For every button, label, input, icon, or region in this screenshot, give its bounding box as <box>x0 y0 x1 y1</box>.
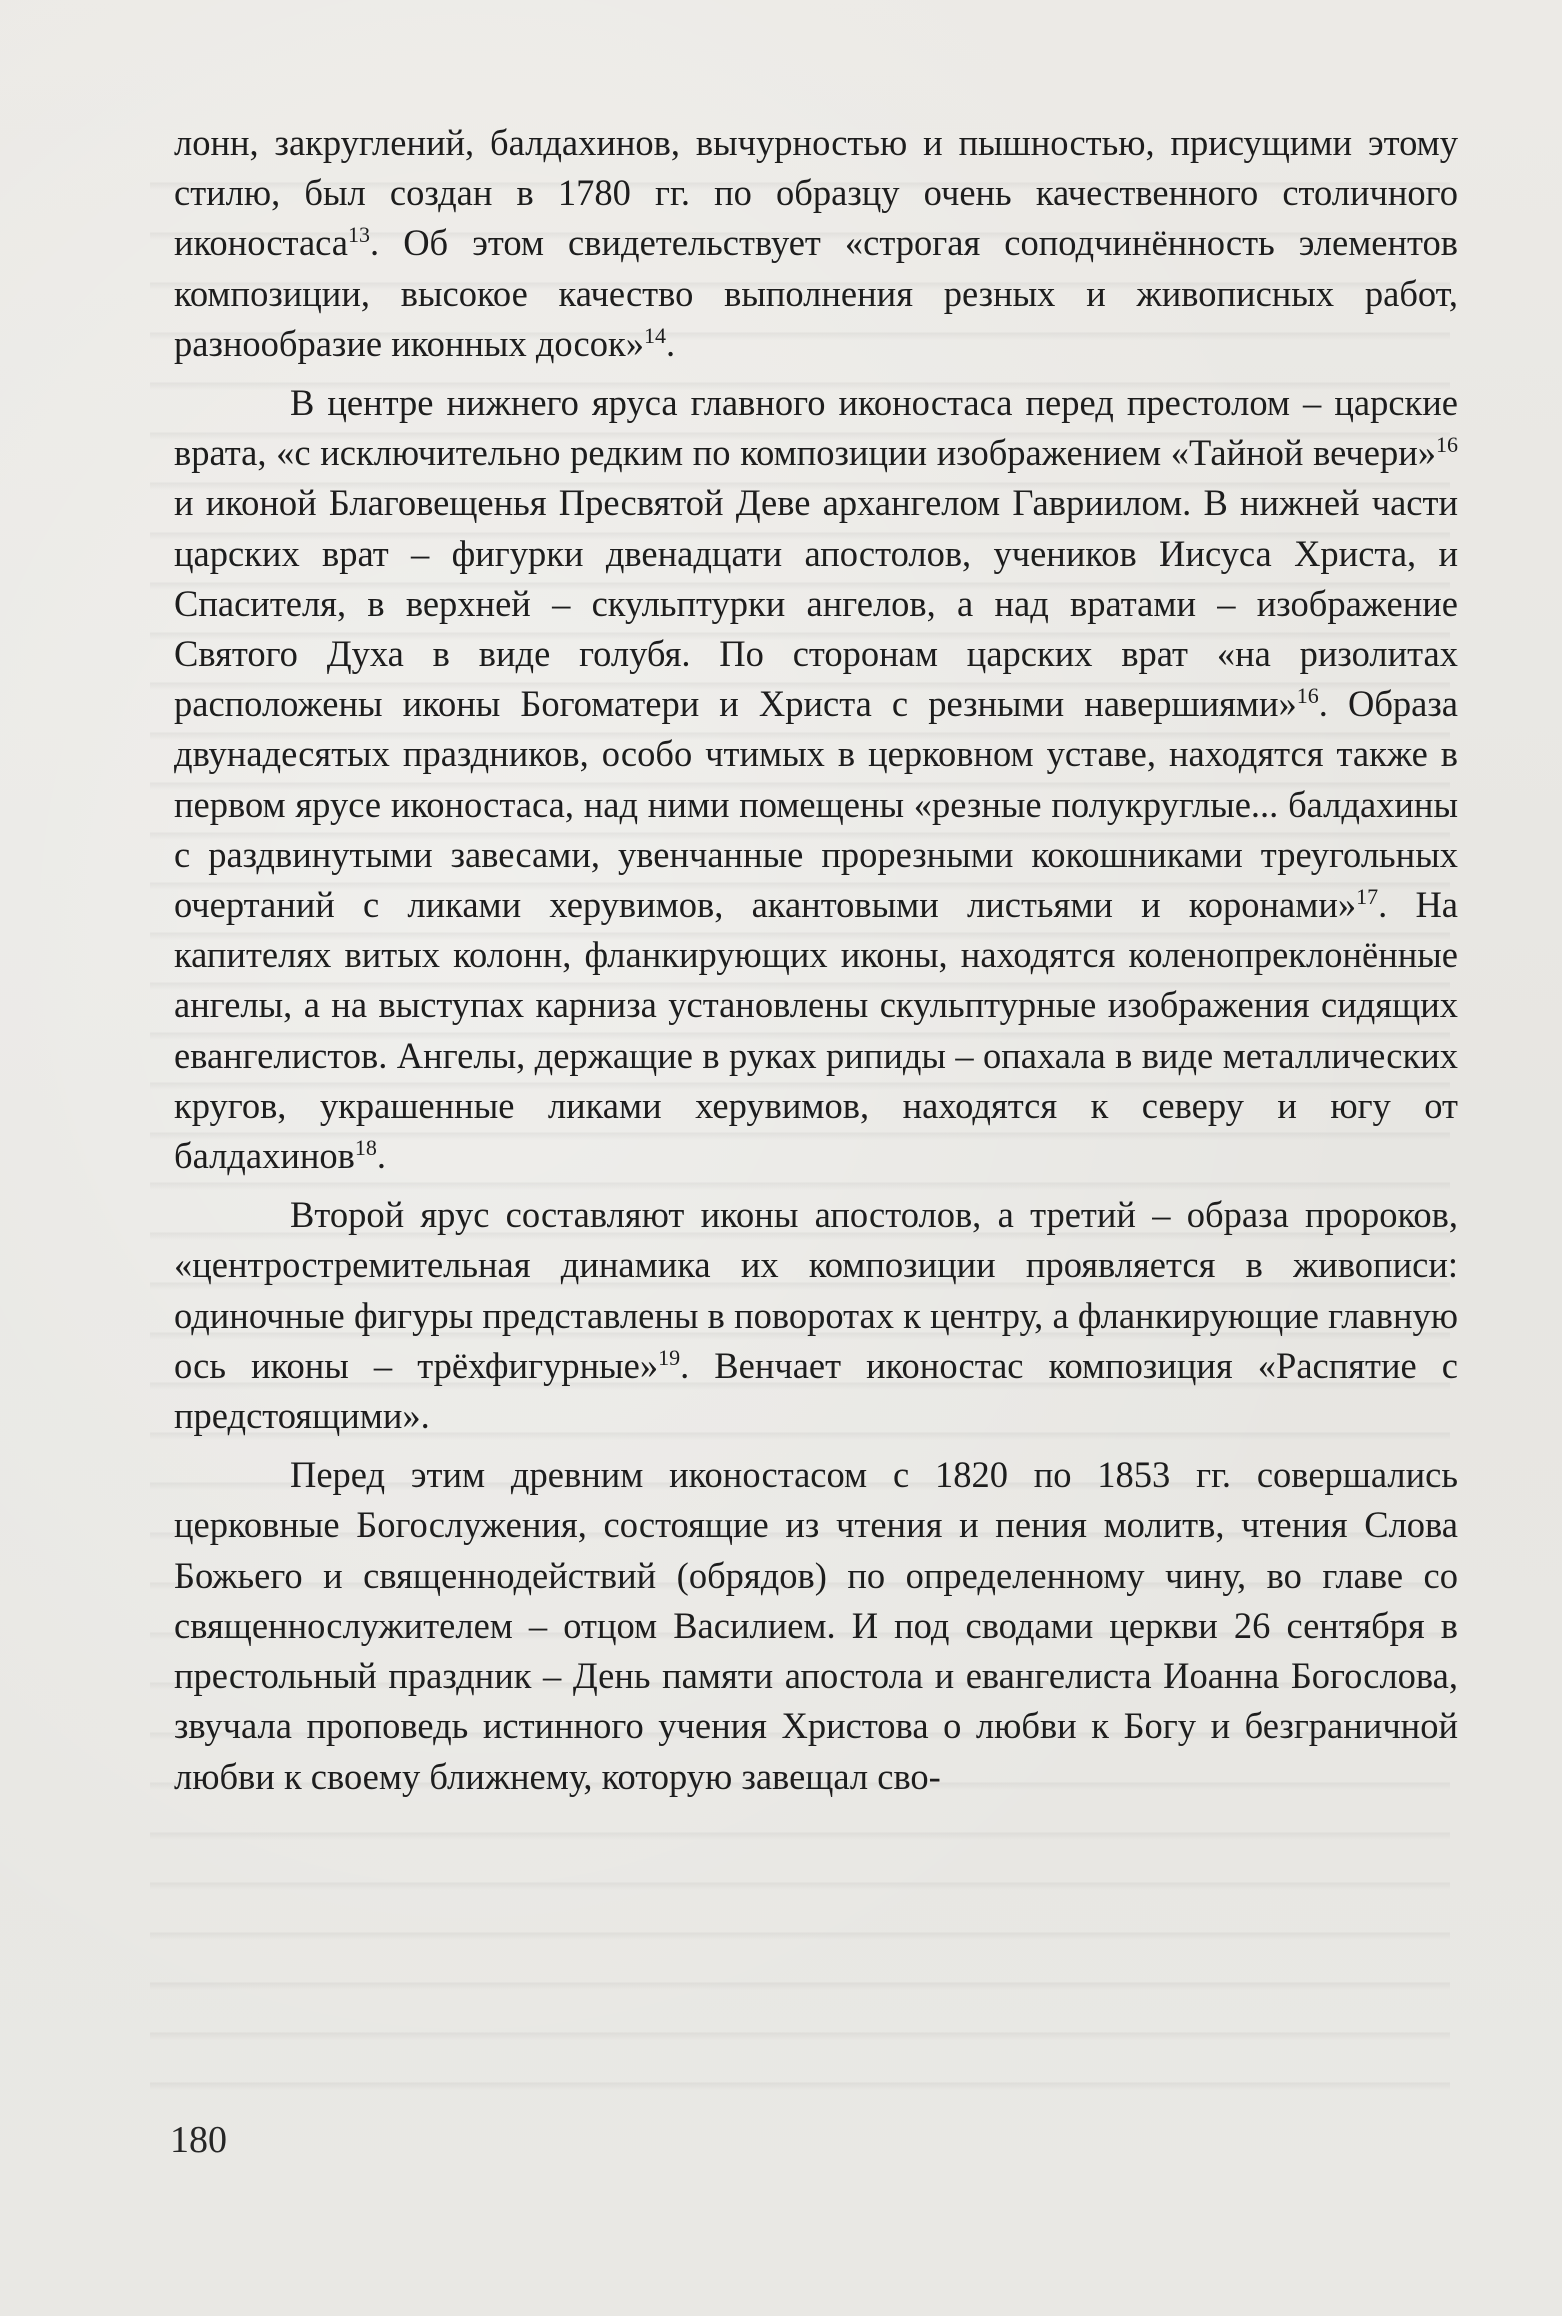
footnote-marker: 19 <box>658 1344 681 1370</box>
text-run: . Венчает иконостас композиция «Распятие с предстоящими». <box>174 1344 1459 1437</box>
footnote-marker: 16 <box>1296 683 1319 709</box>
paragraph <box>174 118 1458 369</box>
body-text <box>174 118 1458 1811</box>
text-run: . Об этом свидетельствует «строгая соподчинённость элементов композиции, высокое качество выполнения резных и живописных работ, разнообразие иконных досок» <box>174 222 1458 364</box>
text-run: В центре нижнего яруса главного иконостаса перед престолом – царские врата, «с исключительно редким по композиции изображением «Тайной вечери» <box>174 382 1458 474</box>
text-run: . На капителях витых колонн, фланкирующих иконы, находятся коленопреклонённые ангелы, а на выступах карниза установлены скульптурные изображения сидящих евангелистов. Ангелы, держащие в руках рипиды – опахала в виде металлических кругов, украшенные ликами херувимов, находятся к северу и югу от балдахинов <box>174 884 1458 1177</box>
text-run: и иконой Благовещенья Пресвятой Деве архангелом Гавриилом. В нижней части царских врат – фигурки двенадцати апостолов, учеников Иисуса Христа, и Спасителя, в верхней – скульптурки ангелов, а над вратами – изображение Святого Духа в виде голубя. По сторонам царских врат «на ризолитах расположены иконы Богоматери и Христа с резными навершиями» <box>174 482 1458 725</box>
page-number: 180 <box>170 2119 227 2161</box>
footnote-marker: 16 <box>1436 432 1458 458</box>
footnote-marker: 17 <box>1356 883 1379 909</box>
footnote-marker: 18 <box>354 1134 377 1160</box>
text-run: . Образа двунадесятых праздников, особо чтимых в церковном уставе, находятся также в первом ярусе иконостаса, над ними помещены «резные полукруглые... балдахины с раздвинутыми завесами, увенчанные прорезными кокошниками треугольных очертаний с ликами херувимов, акантовыми листьями и коронами» <box>174 683 1458 926</box>
text-run: Перед этим древним иконостасом с 1820 по 1853 гг. совершались церковные Богослужения, состоящие из чтения и пения молитв, чтения Слова Божьего и священнодействий (обрядов) по определенному чину, во главе со священнослужителем – отцом Василием. И под сводами церкви 26 сентября в престольный праздник – День памяти апостола и евангелиста Иоанна Богослова, звучала проповедь истинного учения Христова о любви к Богу и безграничной любви к своему ближнему, которую завещал сво- <box>174 1454 1458 1797</box>
footnote-marker: 14 <box>644 322 666 348</box>
text-run: . <box>666 322 676 364</box>
paragraph <box>174 1190 1458 1441</box>
paragraph <box>174 1450 1458 1801</box>
text-run: Второй ярус составляют иконы апостолов, а третий – образа пророков, «центростремительная динамика их композиции проявляется в живописи: одиночные фигуры представлены в поворотах к центру, а фланкирующие главную ось иконы – трёхфигурные» <box>174 1194 1458 1386</box>
text-run: . <box>376 1135 387 1177</box>
text-run: лонн, закруглений, балдахинов, вычурностью и пышностью, присущими этому стилю, был создан в 1780 гг. по образцу очень качественного столичного иконостаса <box>174 122 1458 264</box>
footnote-marker: 13 <box>348 222 370 248</box>
paragraph <box>174 378 1458 1181</box>
